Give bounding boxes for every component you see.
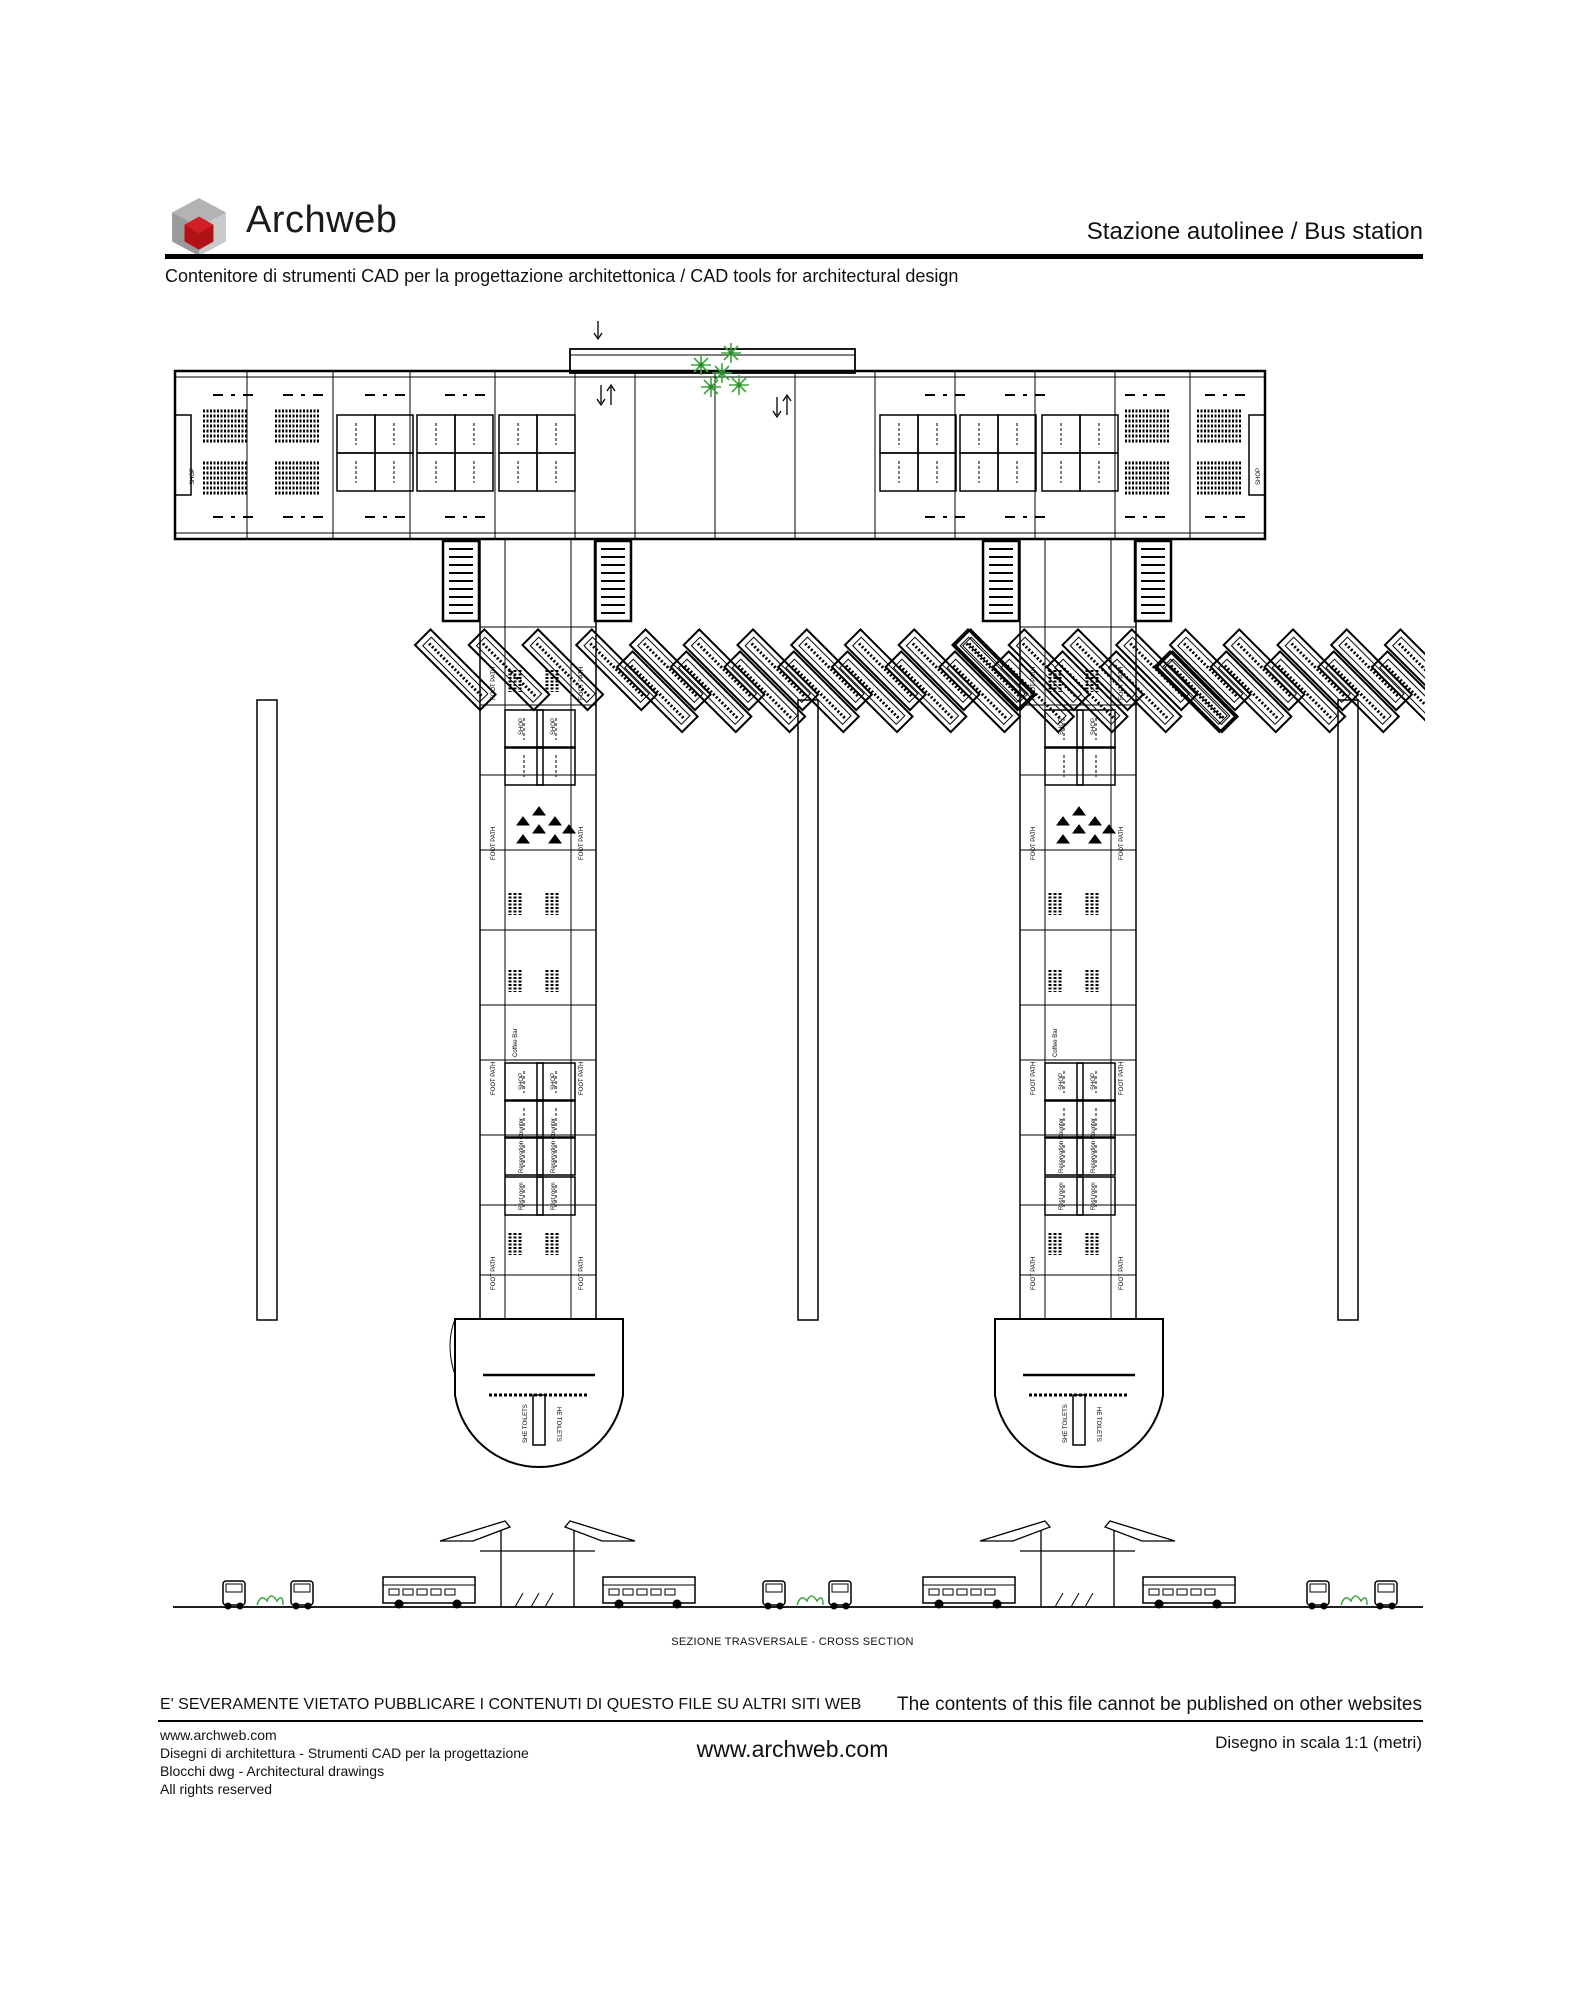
coffee-bar-label: Coffee Bar (1053, 1028, 1059, 1057)
shop-label: SHOP (1091, 717, 1097, 735)
foot-path-label: FOOT PATH (491, 1061, 497, 1095)
subtitle: Contenitore di strumenti CAD per la progettazione architettonica / CAD tools for architectural design (165, 266, 959, 286)
shop-label: SHOP (551, 717, 557, 735)
foot-path-label: FOOT PATH (1031, 826, 1037, 860)
cross-section (173, 1521, 1423, 1609)
section-caption: SEZIONE TRASVERSALE - CROSS SECTION (671, 1636, 914, 1648)
she-toilets-label: SHE TOILETS (1063, 1404, 1069, 1443)
reservation-counter-label: Reservation Counter (1091, 1117, 1097, 1173)
footer-divider (158, 1720, 1423, 1722)
footer-credit-line: All rights reserved (160, 1781, 273, 1797)
reservation-counter-label: Reservation Counter (519, 1117, 525, 1173)
foot-path-label: FOOT PATH (1031, 1256, 1037, 1290)
concourse-left (257, 361, 1235, 1467)
foot-path-label: FOOT PATH (579, 826, 585, 860)
foot-path-label: FOOT PATH (1119, 666, 1125, 700)
reservation-counter-label: Reservation Counter (551, 1117, 557, 1173)
foot-path-label: FOOT PATH (579, 1256, 585, 1290)
shop-label: SHOP (519, 717, 525, 735)
footer-credit-line: Blocchi dwg - Architectural drawings (160, 1763, 385, 1779)
copyright-notice-italian: E' SEVERAMENTE VIETATO PUBBLICARE I CONTENUTI DI QUESTO FILE SU ALTRI SITI WEB (160, 1696, 862, 1713)
header-divider (165, 254, 1423, 259)
coffee-bar-label: Coffee Bar (513, 1028, 519, 1057)
he-toilets-label: HE TOILETS (1095, 1407, 1101, 1442)
foot-path-label: FOOT PATH (491, 666, 497, 700)
shop-label: SHOP (1059, 1072, 1065, 1090)
foot-path-label: FOOT PATH (1119, 1256, 1125, 1290)
terminal-building (175, 321, 1265, 539)
website-link[interactable]: www.archweb.com (696, 1736, 889, 1762)
shop-label: SHOP (1091, 1072, 1097, 1090)
concourse-right (955, 388, 1425, 1467)
scale-note: Disegno in scala 1:1 (metri) (1215, 1733, 1422, 1752)
brand-name: Archweb (246, 199, 398, 241)
footer-credit-line: Disegni di architettura - Strumenti CAD per la progettazione (160, 1745, 529, 1761)
rest-room-label: Rest room (551, 1182, 557, 1210)
foot-path-label: FOOT PATH (1031, 666, 1037, 700)
she-toilets-label: SHE TOILETS (523, 1404, 529, 1443)
foot-path-label: FOOT PATH (579, 1061, 585, 1095)
shop-label: SHOP (1059, 717, 1065, 735)
rest-room-label: Rest room (1091, 1182, 1097, 1210)
shop-label: SHOP (1256, 467, 1262, 485)
bus-station-plan (165, 315, 1425, 1625)
drawing-title: Stazione autolinee / Bus station (1086, 218, 1423, 245)
footer-credit-line: www.archweb.com (160, 1727, 277, 1743)
rest-room-label: Rest room (519, 1182, 525, 1210)
foot-path-label: FOOT PATH (1031, 1061, 1037, 1095)
he-toilets-label: HE TOILETS (555, 1407, 561, 1442)
reservation-counter-label: Reservation Counter (1059, 1117, 1065, 1173)
foot-path-label: FOOT PATH (1119, 1061, 1125, 1095)
shop-label: SHOP (519, 1072, 525, 1090)
foot-path-label: FOOT PATH (1119, 826, 1125, 860)
shop-label: SHOP (551, 1072, 557, 1090)
foot-path-label: FOOT PATH (491, 826, 497, 860)
shop-label: SHOP (190, 467, 196, 485)
foot-path-label: FOOT PATH (491, 1256, 497, 1290)
rest-room-label: Rest room (1059, 1182, 1065, 1210)
archweb-logo-icon (168, 196, 230, 258)
foot-path-label: FOOT PATH (579, 666, 585, 700)
copyright-notice-english: The contents of this file cannot be published on other websites (897, 1694, 1422, 1715)
